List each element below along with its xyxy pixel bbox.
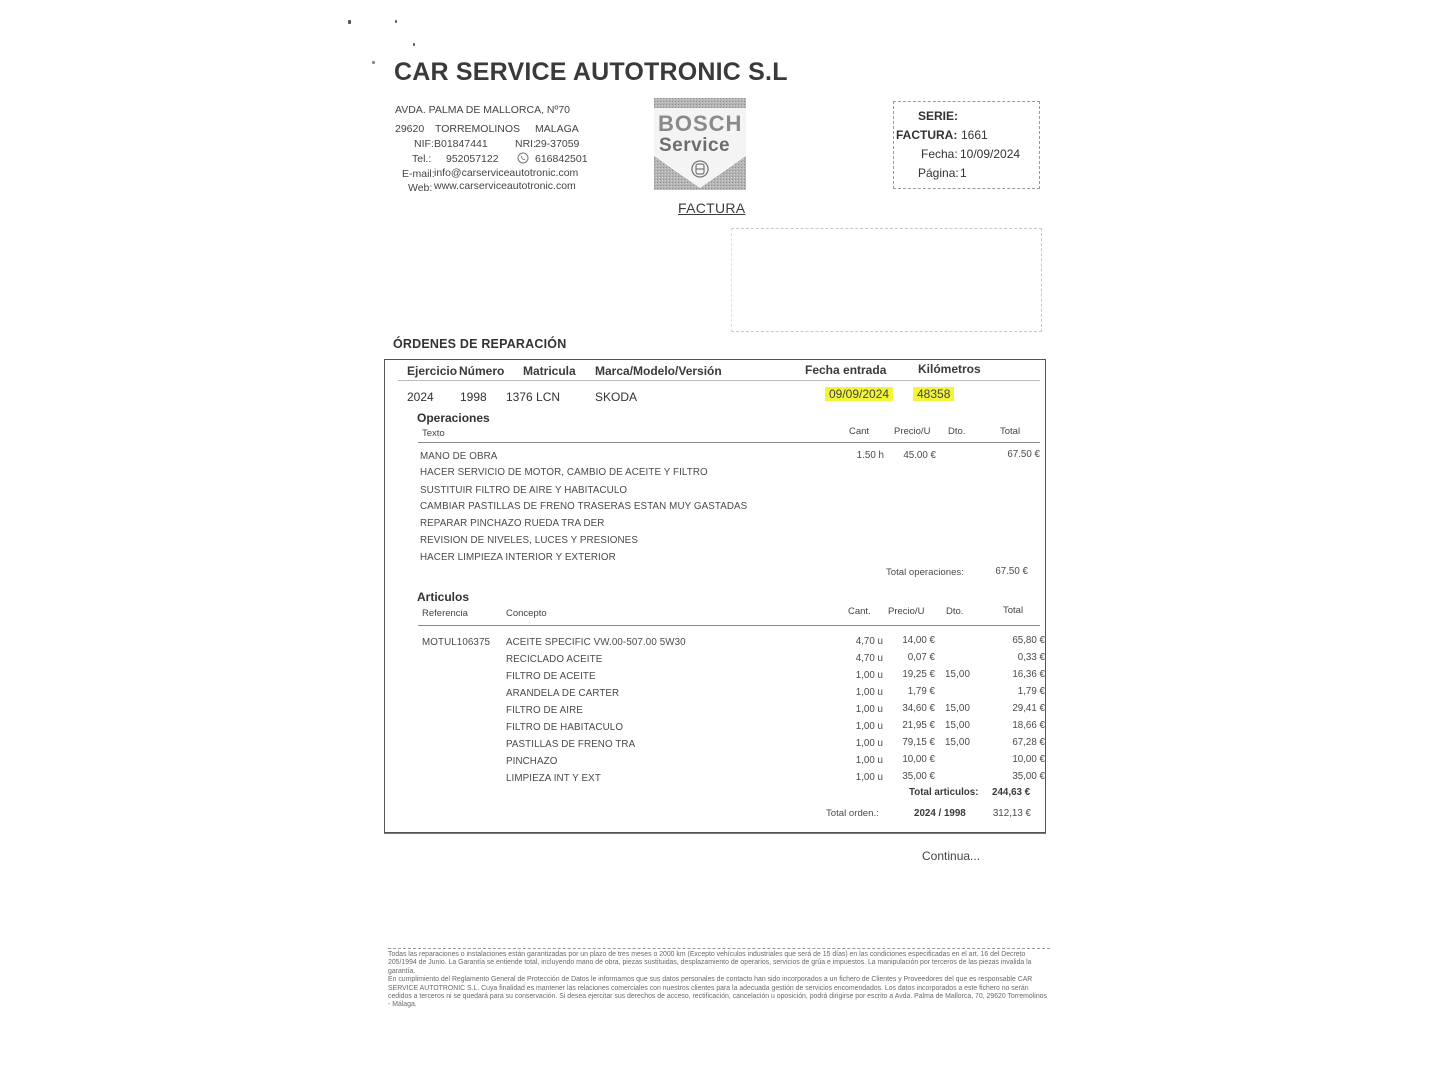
art-col-referencia: Referencia xyxy=(422,608,468,619)
invoice-info-box xyxy=(893,101,1040,189)
scan-speck xyxy=(413,43,415,46)
op-row-texto: REPARAR PINCHAZO RUEDA TRA DER xyxy=(420,518,605,529)
art-col-concepto: Concepto xyxy=(506,608,547,619)
total-orden-value: 312,13 € xyxy=(992,808,1031,819)
tel-label: Tel.: xyxy=(412,153,432,165)
art-row-concepto: ARANDELA DE CARTER xyxy=(506,688,620,699)
op-row-texto: HACER LIMPIEZA INTERIOR Y EXTERIOR xyxy=(420,552,616,563)
logo-service-text: Service xyxy=(659,135,731,156)
nri-label: NRI: xyxy=(515,138,536,150)
order-box-double-line xyxy=(384,833,1046,834)
art-row-dto: 15,00 xyxy=(945,720,971,731)
art-row-cant: 1,00 u xyxy=(855,670,883,681)
company-address: AVDA. PALMA DE MALLORCA, Nº70 xyxy=(395,104,571,116)
art-row-concepto: FILTRO DE AIRE xyxy=(506,705,583,716)
total-orden-label: Total orden.: xyxy=(826,808,879,819)
op-col-dto: Dto. xyxy=(948,426,966,437)
value-marca: SKODA xyxy=(595,390,638,404)
art-row-precio: 21,95 € xyxy=(902,720,935,731)
art-row-precio: 1,79 € xyxy=(907,686,935,697)
value-ejercicio: 2024 xyxy=(407,390,434,404)
web-label: Web: xyxy=(408,182,433,194)
header-ejercicio: Ejercicio xyxy=(407,364,458,378)
art-row-total: 65,80 € xyxy=(1012,635,1045,646)
factura-number: 1661 xyxy=(961,128,988,142)
art-row-dto: 15,00 xyxy=(945,703,971,714)
total-orden-ref: 2024 / 1998 xyxy=(914,808,966,819)
operaciones-title: Operaciones xyxy=(417,411,490,425)
op-row-total: 67.50 € xyxy=(1007,449,1040,460)
value-fecha-entrada: 09/09/2024 xyxy=(825,387,893,401)
scan-speck xyxy=(372,61,375,64)
header-divider xyxy=(398,380,1040,381)
art-col-cant: Cant. xyxy=(848,606,871,617)
header-matricula: Matricula xyxy=(523,364,576,378)
company-city: TORREMOLINOS xyxy=(435,123,520,135)
op-row-texto: HACER SERVICIO DE MOTOR, CAMBIO DE ACEITE Y FILTRO xyxy=(420,467,708,478)
art-row-cant: 1,00 u xyxy=(855,721,883,732)
articulos-divider xyxy=(418,625,1040,626)
fecha-value: 10/09/2024 xyxy=(960,147,1021,161)
scan-speck xyxy=(395,20,397,23)
pagina-value: 1 xyxy=(960,166,967,180)
art-row-dto: 15,00 xyxy=(945,669,971,680)
op-row-cant: 1.50 h xyxy=(856,450,884,461)
legal-guarantee-text: Todas las reparaciones o instalaciones están garantizadas por un plazo de tres meses o 2000 km (Excepto vehículos industriales que será de 15 días) en las condiciones especificadas en el art. 16 del Decreto 205/1994 de Junio. La Garantía se entiende total, incluyendo mano de obra, piezas sustituidas, desplazamiento de operarios, servicios de grúa e impuestos. La manipulación por terceros de las piezas invalida la garantía. xyxy=(388,951,1032,975)
mobile-value: 616842501 xyxy=(535,153,588,165)
op-row-texto: SUSTITUIR FILTRO DE AIRE Y HABITACULO xyxy=(420,485,628,496)
art-col-dto: Dto. xyxy=(946,606,964,617)
art-row-total: 35,00 € xyxy=(1012,771,1045,782)
op-col-total: Total xyxy=(1000,426,1021,437)
legal-data-protection-text: En cumplimiento del Reglamento General de Protección de Datos le informamos que sus datos personales de contacto han sido incorporados a un fichero de Clientes y Proveedores del que es responsable CAR SERVICE AUTOTRONIC S.L. Cuya finalidad es mantener las relaciones comerciales con nuestros clientes para la adecuada gestión de servicios encomendados. Los datos incorporados a este fichero no serán cedidos a terceros ni se quedará para su conservación. Si desea ejercitar sus derechos de acceso, rectificación, cancelación u oposición, podrá dirigirse por escrito a Avda. Palma de Mallorca, 70, 29620 Torremolinos - Málaga. xyxy=(388,976,1047,1009)
tel-value: 952057122 xyxy=(446,153,499,165)
op-row-precio: 45.00 € xyxy=(903,450,936,461)
art-row-precio: 10,00 € xyxy=(902,754,935,765)
total-articulos-label: Total articulos: xyxy=(909,787,979,798)
pagina-label: Página: xyxy=(918,166,959,180)
value-numero: 1998 xyxy=(460,390,487,404)
web-value: www.carserviceautotronic.com xyxy=(434,180,576,192)
nri-value: 29-37059 xyxy=(535,138,580,150)
factura-label: FACTURA: xyxy=(896,128,958,142)
art-row-precio: 34,60 € xyxy=(902,703,935,714)
art-row-cant: 1,00 u xyxy=(855,772,883,783)
document-type-heading: FACTURA xyxy=(678,200,746,216)
art-row-cant: 1,00 u xyxy=(855,687,883,698)
company-postal-code: 29620 xyxy=(395,123,425,135)
art-row-total: 1,79 € xyxy=(1017,686,1045,697)
total-articulos-value: 244,63 € xyxy=(992,787,1031,798)
art-row-precio: 19,25 € xyxy=(902,669,935,680)
op-row-texto: CAMBIAR PASTILLAS DE FRENO TRASERAS ESTAN MUY GASTADAS xyxy=(420,501,748,512)
art-row-total: 18,66 € xyxy=(1012,720,1045,731)
art-row-concepto: FILTRO DE ACEITE xyxy=(506,671,596,682)
art-row-referencia: MOTUL106375 xyxy=(422,637,491,648)
op-col-precio: Precio/U xyxy=(894,426,931,437)
nif-value: B01847441 xyxy=(434,138,488,150)
whatsapp-icon xyxy=(517,151,529,163)
art-row-concepto: PASTILLAS DE FRENO TRA xyxy=(506,739,636,750)
art-row-total: 16,36 € xyxy=(1012,669,1045,680)
continua-label: Continua... xyxy=(922,849,981,863)
operaciones-divider xyxy=(418,442,1040,443)
op-row-texto: MANO DE OBRA xyxy=(420,451,498,462)
art-row-cant: 4,70 u xyxy=(855,636,883,647)
art-row-total: 10,00 € xyxy=(1012,754,1045,765)
serie-label: SERIE: xyxy=(918,109,959,123)
art-row-concepto: PINCHAZO xyxy=(506,756,558,767)
art-col-total: Total xyxy=(1003,605,1024,616)
client-address-box xyxy=(731,228,1042,332)
value-matricula: 1376 LCN xyxy=(506,390,561,404)
logo-bosch-text: BOSCH xyxy=(658,111,743,136)
op-row-texto: REVISION DE NIVELES, LUCES Y PRESIONES xyxy=(420,535,638,546)
op-col-texto: Texto xyxy=(422,428,445,439)
bosch-armature-icon xyxy=(691,160,709,183)
art-row-precio: 14,00 € xyxy=(902,635,935,646)
email-value: info@carserviceautotronic.com xyxy=(434,167,579,179)
company-province: MALAGA xyxy=(535,123,579,135)
total-operaciones-label: Total operaciones: xyxy=(886,567,964,578)
art-col-precio: Precio/U xyxy=(888,606,925,617)
art-row-total: 29,41 € xyxy=(1012,703,1045,714)
nif-label: NIF: xyxy=(414,138,434,150)
header-numero: Número xyxy=(459,364,505,378)
art-row-concepto: FILTRO DE HABITACULO xyxy=(506,722,624,733)
company-name: CAR SERVICE AUTOTRONIC S.L xyxy=(394,58,788,86)
art-row-concepto: LIMPIEZA INT Y EXT xyxy=(506,773,601,784)
art-row-dto: 15,00 xyxy=(945,737,971,748)
scan-speck xyxy=(348,20,351,24)
art-row-precio: 79,15 € xyxy=(902,737,935,748)
art-row-cant: 4,70 u xyxy=(855,653,883,664)
legal-divider xyxy=(388,948,1050,949)
header-marca: Marca/Modelo/Versión xyxy=(595,364,722,378)
section-title: ÓRDENES DE REPARACIÓN xyxy=(393,337,567,351)
art-row-total: 67,28 € xyxy=(1012,737,1045,748)
art-row-cant: 1,00 u xyxy=(855,755,883,766)
art-row-cant: 1,00 u xyxy=(855,704,883,715)
art-row-concepto: RECICLADO ACEITE xyxy=(506,654,603,665)
op-col-cant: Cant xyxy=(849,426,870,437)
header-fecha-entrada: Fecha entrada xyxy=(805,363,887,377)
total-operaciones-value: 67.50 € xyxy=(995,566,1028,577)
email-label: E-mail: xyxy=(402,168,435,180)
fecha-label: Fecha: xyxy=(921,147,958,161)
art-row-total: 0,33 € xyxy=(1017,652,1045,663)
bosch-service-logo xyxy=(654,98,746,192)
value-kilometros: 48358 xyxy=(913,387,954,401)
legal-footer xyxy=(388,951,1048,1010)
repair-order-box xyxy=(384,359,1046,833)
art-row-precio: 35,00 € xyxy=(902,771,935,782)
art-row-concepto: ACEITE SPECIFIC VW.00-507.00 5W30 xyxy=(506,637,686,648)
art-row-precio: 0,07 € xyxy=(907,652,935,663)
header-kilometros: Kilómetros xyxy=(918,362,981,376)
art-row-cant: 1,00 u xyxy=(855,738,883,749)
articulos-title: Articulos xyxy=(417,590,470,604)
